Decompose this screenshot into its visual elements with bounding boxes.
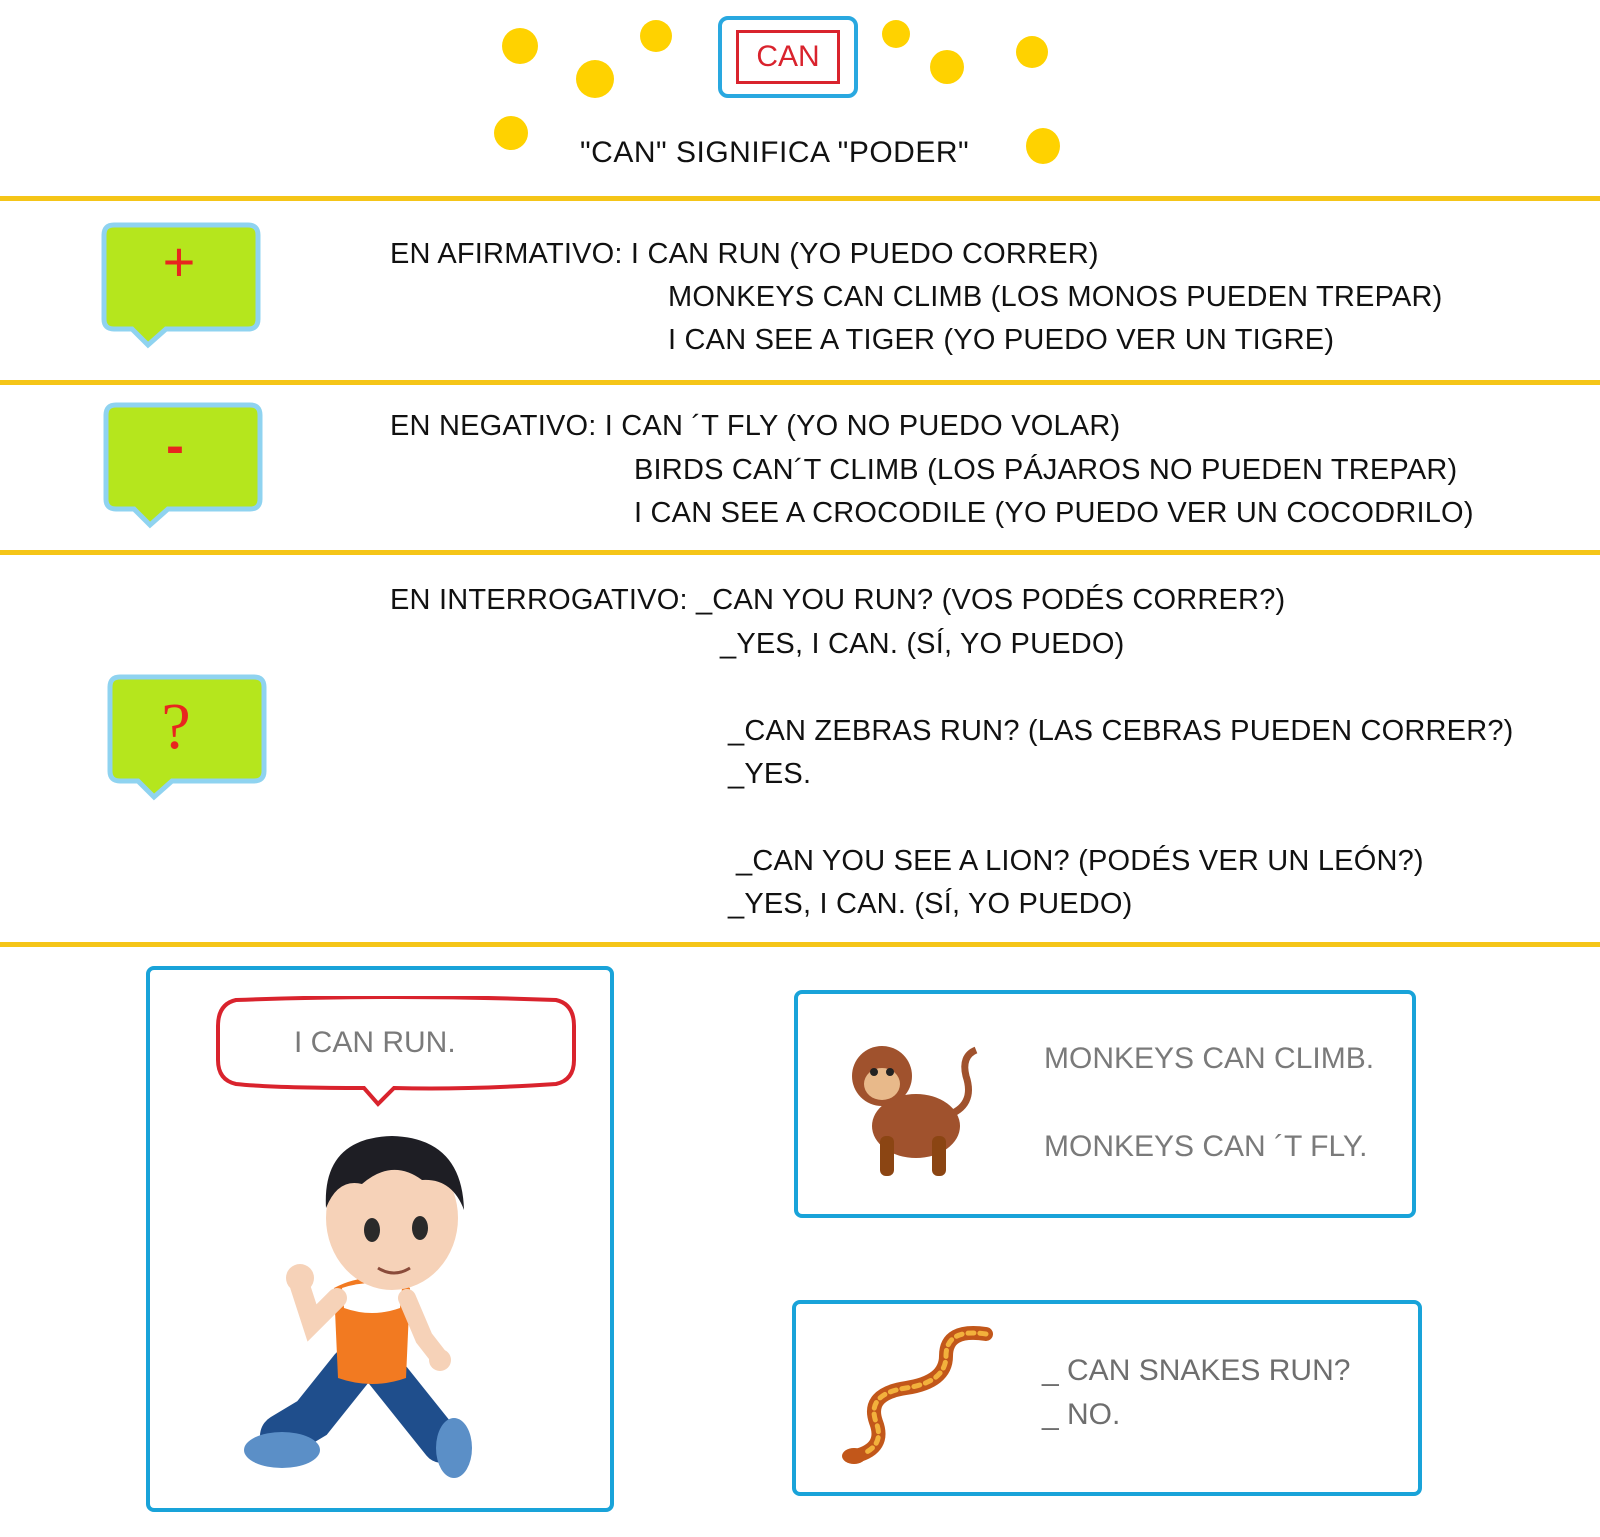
decor-dot (882, 20, 910, 48)
minus-symbol: - (166, 416, 184, 476)
question-bubble-icon (106, 674, 268, 804)
affirmative-line: EN AFIRMATIVO: I CAN RUN (YO PUEDO CORRER) (390, 238, 1099, 270)
page-title: CAN (736, 30, 840, 84)
interrogative-line: EN INTERROGATIVO: _CAN YOU RUN? (VOS PODÉS CORRER?) (390, 584, 1286, 616)
speech-bubble (214, 996, 578, 1108)
decor-dot (576, 60, 614, 98)
monkey-illustration (836, 1036, 986, 1186)
page-subtitle: "CAN" SIGNIFICA "PODER" (580, 136, 970, 169)
monkey-line: MONKEYS CAN ´T FLY. (1044, 1130, 1368, 1163)
snake-illustration (836, 1322, 996, 1472)
title-frame (718, 16, 858, 98)
interrogative-line: _YES, I CAN. (SÍ, YO PUEDO) (728, 888, 1133, 920)
question-symbol: ? (161, 690, 191, 763)
negative-line: BIRDS CAN´T CLIMB (LOS PÁJAROS NO PUEDEN TREPAR) (634, 454, 1458, 486)
section-divider (0, 550, 1600, 555)
affirmative-line: I CAN SEE A TIGER (YO PUEDO VER UN TIGRE) (668, 324, 1335, 356)
decor-dot (930, 50, 964, 84)
decor-dot (494, 116, 528, 150)
plus-bubble-icon (100, 222, 262, 352)
boy-running-illustration (242, 1118, 502, 1488)
snake-example-card (792, 1300, 1422, 1496)
interrogative-line: _CAN YOU SEE A LION? (PODÉS VER UN LEÓN?) (736, 845, 1424, 877)
interrogative-line: _CAN ZEBRAS RUN? (LAS CEBRAS PUEDEN CORRER?) (728, 715, 1514, 747)
boy-example-card (146, 966, 614, 1512)
decor-dot (1026, 128, 1060, 164)
negative-line: EN NEGATIVO: I CAN ´T FLY (YO NO PUEDO VOLAR) (390, 410, 1121, 442)
interrogative-line: _YES, I CAN. (SÍ, YO PUEDO) (720, 628, 1125, 660)
decor-dot (1016, 36, 1048, 68)
decor-dot (640, 20, 672, 52)
affirmative-line: MONKEYS CAN CLIMB (LOS MONOS PUEDEN TREPAR) (668, 281, 1443, 313)
plus-symbol: + (162, 230, 196, 293)
monkey-example-card (794, 990, 1416, 1218)
minus-bubble-icon (102, 402, 264, 532)
snake-line: _ CAN SNAKES RUN? (1042, 1354, 1351, 1387)
speech-text: I CAN RUN. (294, 1026, 456, 1059)
monkey-line: MONKEYS CAN CLIMB. (1044, 1042, 1375, 1075)
snake-line: _ NO. (1042, 1398, 1121, 1431)
section-divider (0, 942, 1600, 947)
section-divider (0, 196, 1600, 201)
decor-dot (502, 28, 538, 64)
section-divider (0, 380, 1600, 385)
interrogative-line: _YES. (728, 758, 812, 790)
negative-line: I CAN SEE A CROCODILE (YO PUEDO VER UN COCODRILO) (634, 497, 1474, 529)
